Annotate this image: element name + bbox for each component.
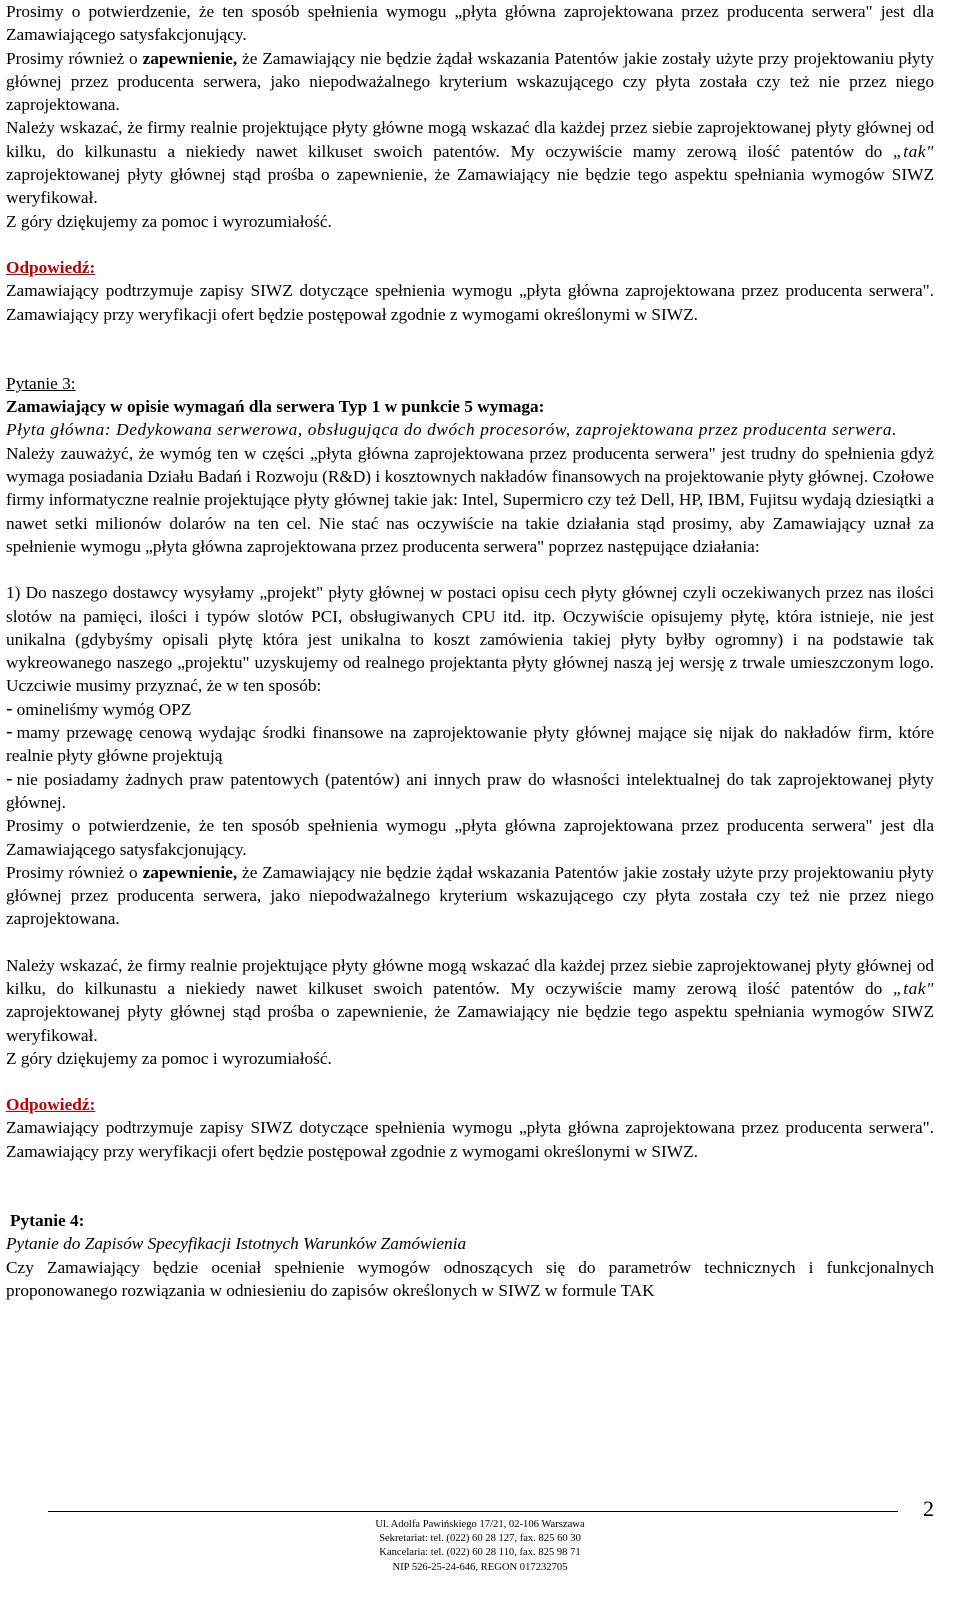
footer-address [0,1518,960,1575]
q3-bullet-3: - nie posiadamy żadnych praw patentowych (patentów) ani innych praw do własności intelektualnej do tak zaprojektowanej płyty głównej. [6,767,934,812]
q4-label: Pytanie 4: [10,1211,85,1231]
q4-heading: Pytanie do Zapisów Specyfikacji Istotnych Warunków Zamówienia [6,1234,467,1254]
q3-assurance-request: Prosimy również o zapewnienie, że Zamawiający nie będzie żądał wskazania Patentów jakie zostały użyte przy projektowaniu płyty głównej przez producenta serwera, jako niepodważalnego kryterium wskazującego czy płyta została czy też nie przez niego zaprojektowana. [6,862,935,929]
q3-bullet-1: - omineliśmy wymóg OPZ [6,697,192,720]
footer-line-address: Ul. Adolfa Pawińskiego 17/21, 02-106 Warszawa [375,1519,585,1530]
q2-thanks: Z góry dziękujemy za pomoc i wyrozumiałość. [6,211,332,231]
q3-bullet-2: - mamy przewagę cenową wydając środki finansowe na zaprojektowanie płyty głównej mające się nijak do nakładów firm, które realnie płyty główne projektują [6,721,934,766]
q3-heading: Zamawiający w opisie wymagań dla serwera Typ 1 w punkcie 5 wymaga: [6,397,545,417]
q2-answer-text: Zamawiający podtrzymuje zapisy SIWZ dotyczące spełnienia wymogu „płyta główna zaprojektowana przez producenta serwera". Zamawiający przy weryfikacji ofert będzie postępował zgodnie z wymogami określonymi w SIWZ. [6,281,934,324]
q3-paragraph-2: 1) Do naszego dostawcy wysyłamy „projekt" płyty głównej w postaci opisu cech płyty głównej czyli oczekiwanych przez nas ilości slotów na pamięci, ilości i typów slotów PCI, obsługiwanych CPU itd. itp. Oczywiście opisujemy płytę, która istnieje, nie jest unikalna (gdybyśmy opisali płytę która jest unikalna to koszt zamówienia takiej płyty byłby ogromny) i na podstawie tak wykreowanego naszego „projektu" uzyskujemy od realnego projektanta płyty głównej naszą jej wersję z trwale umieszczonym logo. Uczciwie musimy przyznać, że w ten sposób: [6,583,934,696]
q3-patents-paragraph: Należy wskazać, że firmy realnie projektujące płyty główne mogą wskazać dla każdej przez siebie zaprojektowanej płyty głównej od kilku, do kilkunastu a niekiedy nawet kilkuset swoich patentów. My oczywiście mamy zerową ilość patentów do „tak" zaprojektowanej płyty głównej stąd prośba o zapewnienie, że Zamawiający nie będzie tego aspektu spełniania wymogów SIWZ weryfikował. [6,955,934,1045]
page-number: 2 [923,1496,934,1521]
q4-paragraph-1: Czy Zamawiający będzie oceniał spełnienie wymogów odnoszących się do parametrów technicznych i funkcjonalnych proponowanego rozwiązania w odniesieniu do zapisów określonych w SIWZ w formule TAK [6,1257,934,1300]
footer-divider [48,1511,898,1512]
footer-line-tax-ids: NIP 526-25-24-646, REGON 017232705 [392,1561,568,1573]
page-footer [0,1496,960,1609]
q3-label: Pytanie 3: [6,373,76,393]
footer-line-secretariat: Sekretariat: tel. (022) 60 28 127, fax. 825 60 30 [379,1533,581,1545]
q2-patents-paragraph: Należy wskazać, że firmy realnie projektujące płyty główne mogą wskazać dla każdej przez siebie zaprojektowanej płyty głównej od kilku, do kilkunastu a niekiedy nawet kilkuset swoich patentów. My oczywiście mamy zerową ilość patentów do „tak" zaprojektowanej płyty głównej stąd prośba o zapewnienie, że Zamawiający nie będzie tego aspektu spełniania wymogów SIWZ weryfikował. [6,118,934,208]
q3-paragraph-1: Należy zauważyć, że wymóg ten w części „płyta główna zaprojektowana przez producenta serwera" jest trudny do spełnienia gdyż wymaga posiadania Działu Badań i Rozwoju (R&D) i kosztownych nakładów finansowych na projektowanie płyty głównej. Czołowe firmy informatyczne realnie projektujące płyty głównej takie jak: Intel, Supermicro czy też Dell, HP, IBM, Fujitsu wydają dziesiątki a nawet setki milionów dolarów na ten cel. Nie stać nas oczywiście na takie działania stąd prosimy, aby Zamawiający uznał za spełnienie wymogu „płyta główna zaprojektowana przez producenta serwera" poprzez następujące działania: [6,443,934,556]
q3-thanks: Z góry dziękujemy za pomoc i wyrozumiałość. [6,1048,332,1068]
document-page [6,0,934,1302]
q2-confirm-request: Prosimy o potwierdzenie, że ten sposób spełnienia wymogu „płyta główna zaprojektowana przez producenta serwera" jest dla Zamawiającego satysfakcjonujący. [6,2,934,45]
q3-quote: Płyta główna: Dedykowana serwerowa, obsługująca do dwóch procesorów, zaprojektowana przez producenta serwera. [6,420,897,440]
footer-line-chancellery: Kancelaria: tel. (022) 60 28 110, fax. 825 98 71 [379,1547,581,1559]
q2-answer-label: Odpowiedź: [6,257,96,277]
q3-answer-label: Odpowiedź: [6,1095,96,1115]
q2-assurance-request: Prosimy również o zapewnienie, że Zamawiający nie będzie żądał wskazania Patentów jakie zostały użyte przy projektowaniu płyty głównej przez producenta serwera, jako niepodważalnego kryterium wskazującego czy płyta została czy też nie przez niego zaprojektowana. [6,48,935,115]
q3-answer-text: Zamawiający podtrzymuje zapisy SIWZ dotyczące spełnienia wymogu „płyta główna zaprojektowana przez producenta serwera". Zamawiający przy weryfikacji ofert będzie postępował zgodnie z wymogami określonymi w SIWZ. [6,1118,934,1161]
q3-confirm-request: Prosimy o potwierdzenie, że ten sposób spełnienia wymogu „płyta główna zaprojektowana przez producenta serwera" jest dla Zamawiającego satysfakcjonujący. [6,816,934,859]
